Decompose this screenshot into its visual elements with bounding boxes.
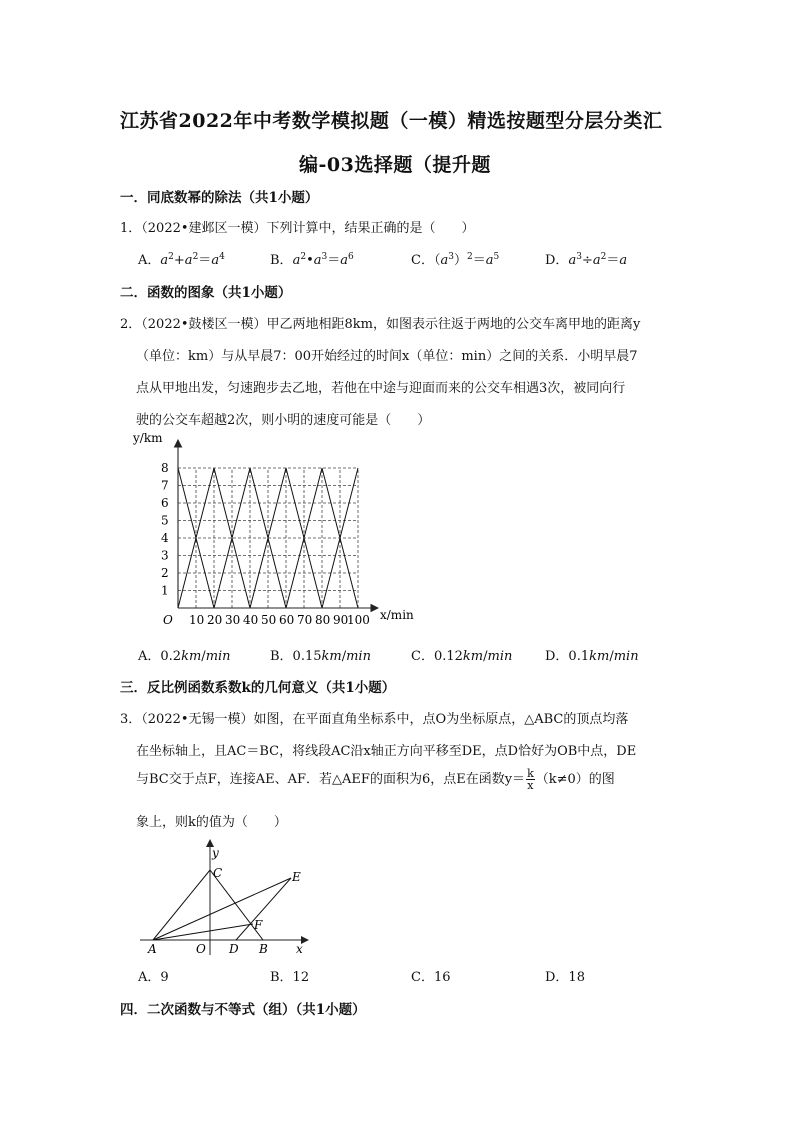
- label-b: B: [259, 942, 268, 956]
- label-y: y: [212, 846, 219, 860]
- q3-stem-line4: 象上，则k的值为（ ）: [136, 815, 287, 830]
- q1-stem-text: （2022•建邺区一模）下列计算中，结果正确的是（ ）: [141, 221, 475, 236]
- q3-option-a: A．9: [138, 970, 169, 985]
- label-e: E: [292, 870, 301, 884]
- q3-stem-line2: 在坐标轴上，且AC＝BC，将线段AC沿x轴正方向平移至DE，点D恰好为OB中点，DE: [136, 744, 637, 759]
- x-tick-label: 30: [225, 613, 241, 627]
- y-tick-label: 3: [161, 548, 169, 563]
- x-tick-label: 50: [261, 613, 277, 627]
- x-tick-label: 100: [347, 613, 370, 627]
- y-tick-label: 1: [161, 583, 169, 598]
- k-over-x-fraction: $\frac{k}{x}$: [527, 767, 534, 792]
- q2-stem-line2: （单位：km）与从早晨7：00开始经过的时间x（单位：min）之间的关系．小明早晨7: [136, 349, 638, 364]
- section-heading-3: 三．反比例函数系数k的几何意义（共1小题）: [120, 680, 396, 696]
- q3-triangle-figure: [135, 838, 325, 960]
- q1-option-d: D．$a^3\div a^2=a$: [545, 252, 628, 268]
- q2-option-d: D．0.1km/min: [545, 649, 639, 664]
- section-heading-2: 二．函数的图象（共1小题）: [120, 285, 292, 301]
- q1-stem: [120, 217, 475, 236]
- section-heading-1: 一．同底数幂的除法（共1小题）: [120, 190, 319, 206]
- q2-option-b: B．0.15km/min: [270, 649, 371, 664]
- q1-option-b: B．$a^2•a^3=a^6$: [270, 252, 354, 268]
- section-heading-4: 四．二次函数与不等式（组）（共1小题）: [120, 1002, 366, 1018]
- x-axis-label: x/min: [380, 608, 414, 622]
- q3-option-b: B．12: [270, 970, 310, 985]
- segment-ac: [153, 870, 210, 940]
- q1-option-c: C．$(a^3)^2=a^5$: [411, 252, 500, 268]
- q3-stem-text-1: （2022•无锡一模）如图，在平面直角坐标系中，点O为坐标原点，△ABC的顶点均落: [141, 712, 629, 727]
- q1-number: 1．: [120, 221, 142, 236]
- label-a: A: [148, 942, 157, 956]
- y-tick-label: 8: [161, 461, 169, 475]
- x-tick-label: 90: [333, 613, 349, 627]
- q2-stem-line3: 点从甲地出发，匀速跑步去乙地，若他在中途与迎面而来的公交车相遇3次，被同向行: [136, 381, 626, 396]
- x-tick-label: 10: [189, 613, 205, 627]
- x-tick-label: 80: [315, 613, 331, 627]
- origin-label: O: [163, 613, 173, 627]
- q2-stem-line1: [120, 313, 640, 332]
- q2-number: 2．: [120, 317, 142, 332]
- x-tick-label: 70: [297, 613, 313, 627]
- q2-option-c: C．0.12km/min: [411, 649, 513, 664]
- q3-stem-line1: [120, 708, 628, 727]
- label-o: O: [196, 942, 206, 956]
- q3-option-d: D．18: [545, 970, 585, 985]
- y-tick-label: 6: [161, 496, 169, 510]
- x-tick-label: 60: [279, 613, 295, 627]
- q3-stem-text-3b: （k≠0）的图: [535, 772, 615, 787]
- x-tick-label: 20: [207, 613, 223, 627]
- y-tick-label: 5: [161, 513, 169, 528]
- q1-option-a: A．$a^2+a^2=a^4$: [138, 252, 225, 268]
- doc-title-line2: 编-03选择题（提升题: [299, 154, 491, 176]
- q3-option-c: C．16: [411, 970, 451, 985]
- label-f: F: [254, 918, 263, 932]
- segment-de: [236, 878, 291, 940]
- doc-title-line1: 江苏省2022年中考数学模拟题（一模）精选按题型分层分类汇: [120, 110, 663, 132]
- q3-stem-line3: [136, 768, 615, 791]
- label-c: C: [213, 866, 223, 880]
- q2-stem-line4: 驶的公交车超越2次，则小明的速度可能是（ ）: [136, 413, 431, 428]
- q3-number: 3．: [120, 712, 142, 727]
- x-tick-label: 40: [243, 613, 259, 627]
- q3-stem-text-3: 与BC交于点F，连接AE、AF．若△AEF的面积为6，点E在函数y＝: [136, 772, 526, 787]
- label-x: x: [296, 942, 303, 956]
- q2-option-a: A．0.2km/min: [138, 649, 231, 664]
- y-tick-label: 4: [161, 531, 169, 545]
- label-d: D: [229, 942, 239, 956]
- y-tick-label: 7: [161, 478, 169, 493]
- y-axis-label: y/km: [133, 431, 163, 445]
- q2-distance-time-graph: [125, 428, 435, 633]
- y-tick-label: 2: [161, 566, 169, 580]
- q2-stem-text-1: （2022•鼓楼区一模）甲乙两地相距8km，如图表示往返于两地的公交车离甲地的距离y: [141, 317, 641, 332]
- segment-ae: [153, 878, 291, 940]
